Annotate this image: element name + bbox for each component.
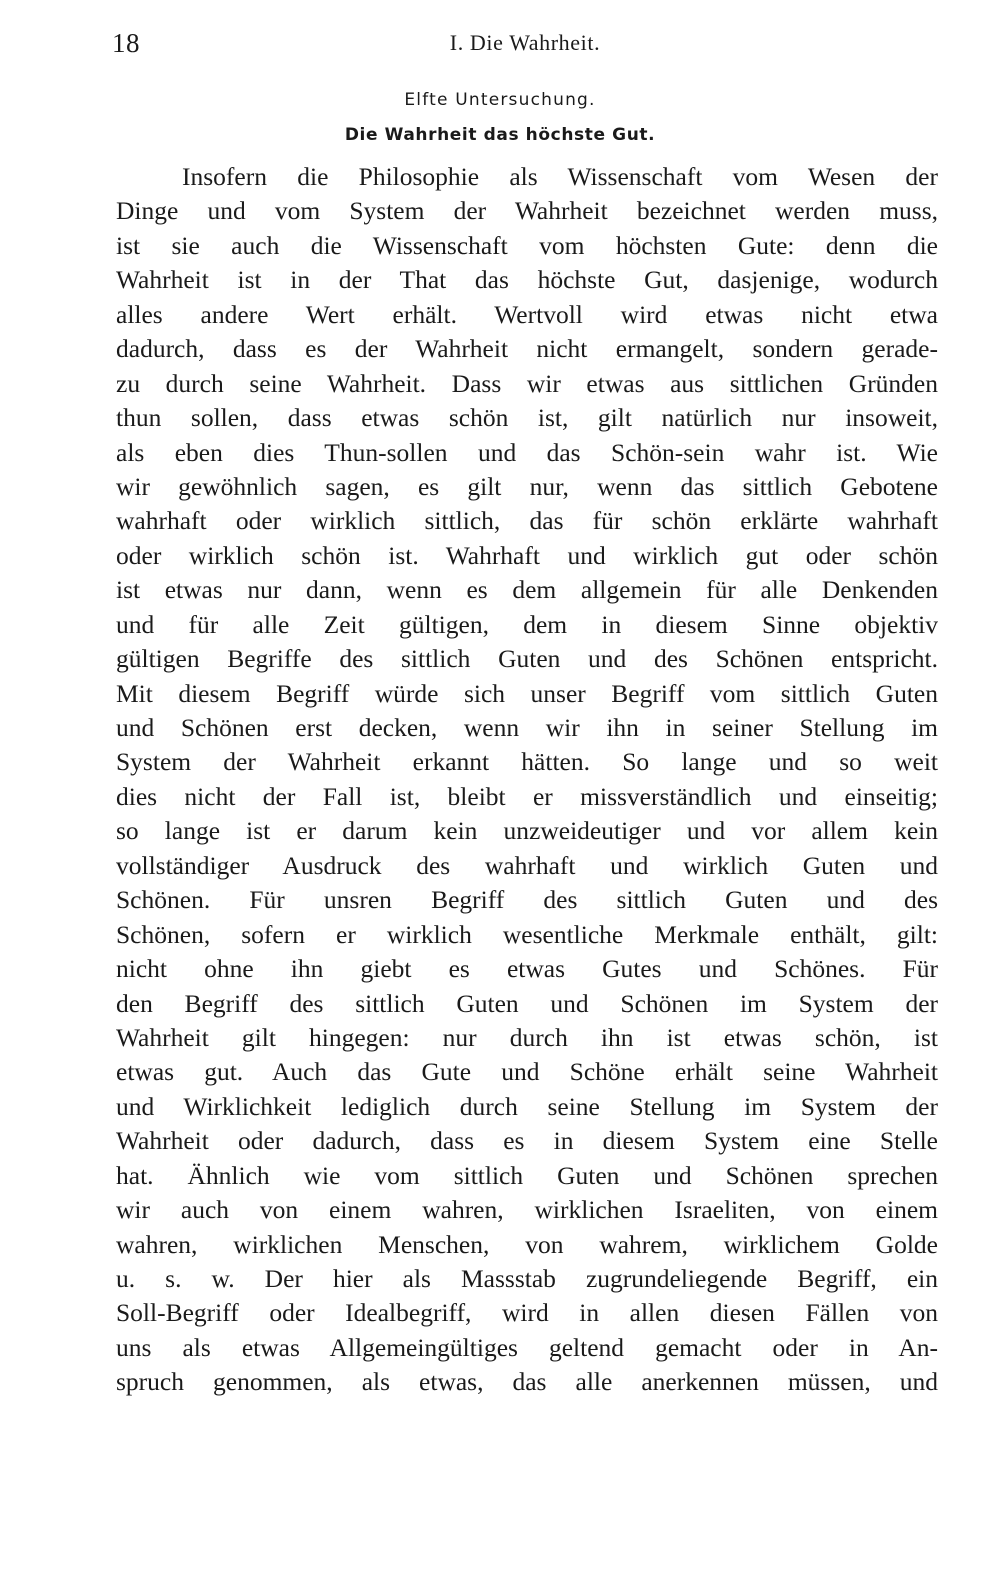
text-line: thun sollen, dass etwas schön ist, gilt natürlich nur insoweit, bbox=[116, 403, 938, 433]
text-line: wir gewöhnlich sagen, es gilt nur, wenn das sittlich Gebotene bbox=[116, 471, 938, 501]
text-line: dies nicht der Fall ist, bleibt er missverständlich und einseitig; bbox=[116, 781, 938, 811]
section-title: Die Wahrheit das höchste Gut. bbox=[344, 125, 656, 145]
text-line: u. s. w. Der hier als Massstab zugrundeliegende Begriff, ein bbox=[116, 1264, 938, 1293]
text-line: Insofern die Philosophie als Wissenschaft vom Wesen der bbox=[182, 162, 938, 191]
text-line: so lange ist er darum kein unzweideutiger und vor allem kein bbox=[116, 816, 938, 846]
text-line: den Begriff des sittlich Guten und Schönen im System der bbox=[116, 988, 938, 1018]
text-line: wahren, wirklichen Menschen, von wahrem, wirklichem Golde bbox=[116, 1229, 938, 1259]
text-line: ist etwas nur dann, wenn es dem allgemein für alle Denkenden bbox=[116, 575, 938, 605]
text-line: Schönen. Für unsren Begriff des sittlich Guten und des bbox=[116, 885, 938, 915]
text-line: uns als etwas Allgemeingültiges geltend gemacht oder in An- bbox=[116, 1332, 938, 1362]
text-line: Wahrheit gilt hingegen: nur durch ihn ist etwas schön, ist bbox=[116, 1022, 938, 1052]
page-number: 18 bbox=[112, 28, 140, 58]
text-line: System der Wahrheit erkannt hätten. So lange und so weit bbox=[116, 747, 938, 777]
text-line: dadurch, dass es der Wahrheit nicht ermangelt, sondern gerade- bbox=[116, 334, 938, 364]
text-line: Mit diesem Begriff würde sich unser Begriff vom sittlich Guten bbox=[116, 678, 938, 708]
text-line: etwas gut. Auch das Gute und Schöne erhält seine Wahrheit bbox=[116, 1057, 938, 1087]
text-line: oder wirklich schön ist. Wahrhaft und wirklich gut oder schön bbox=[116, 540, 938, 570]
text-line: alles andere Wert erhält. Wertvoll wird etwas nicht etwa bbox=[116, 299, 938, 329]
section-label: Elfte Untersuchung. bbox=[404, 90, 596, 110]
text-line: hat. Ähnlich wie vom sittlich Guten und Schönen sprechen bbox=[116, 1160, 938, 1190]
text-line: Dinge und vom System der Wahrheit bezeichnet werden muss, bbox=[116, 196, 938, 226]
text-line: Soll-Begriff oder Idealbegriff, wird in allen diesen Fällen von bbox=[116, 1298, 938, 1328]
text-line: Wahrheit oder dadurch, dass es in diesem System eine Stelle bbox=[116, 1126, 938, 1156]
text-line: spruch genommen, als etwas, das alle anerkennen müssen, und bbox=[116, 1367, 938, 1397]
text-line: Wahrheit ist in der That das höchste Gut, dasjenige, wodurch bbox=[116, 265, 938, 295]
running-head bbox=[112, 28, 938, 64]
running-title: I. Die Wahrheit. bbox=[449, 30, 601, 55]
text-line: zu durch seine Wahrheit. Dass wir etwas aus sittlichen Gründen bbox=[116, 368, 938, 398]
text-line: gültigen Begriffe des sittlich Guten und des Schönen entspricht. bbox=[116, 644, 938, 674]
text-line: wahrhaft oder wirklich sittlich, das für schön erklärte wahrhaft bbox=[116, 506, 938, 536]
body-text bbox=[116, 160, 938, 1400]
text-line: als eben dies Thun-sollen und das Schön-sein wahr ist. Wie bbox=[116, 437, 938, 467]
text-line: vollständiger Ausdruck des wahrhaft und wirklich Guten und bbox=[116, 850, 938, 880]
text-line: und für alle Zeit gültigen, dem in diesem Sinne objektiv bbox=[116, 609, 938, 639]
text-line: nicht ohne ihn giebt es etwas Gutes und Schönes. Für bbox=[116, 954, 938, 984]
text-line: und Wirklichkeit lediglich durch seine Stellung im System der bbox=[116, 1091, 938, 1121]
text-line: wir auch von einem wahren, wirklichen Israeliten, von einem bbox=[116, 1195, 938, 1225]
text-line: Schönen, sofern er wirklich wesentliche Merkmale enthält, gilt: bbox=[116, 919, 938, 949]
text-line: ist sie auch die Wissenschaft vom höchsten Gute: denn die bbox=[116, 230, 938, 260]
text-line: und Schönen erst decken, wenn wir ihn in seiner Stellung im bbox=[116, 713, 938, 742]
